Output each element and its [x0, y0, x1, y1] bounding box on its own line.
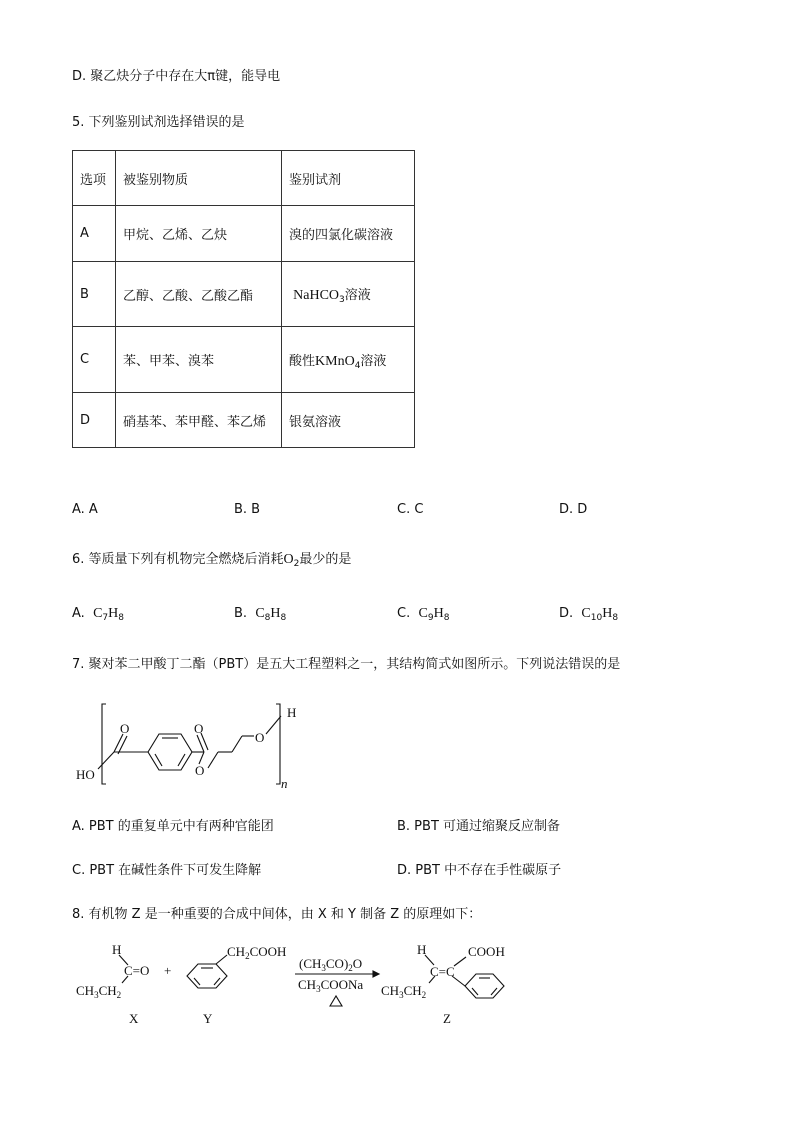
- formula-c: C: [581, 606, 591, 621]
- table-header-cell: 被鉴别物质: [116, 151, 282, 206]
- y-group-label: [227, 944, 286, 961]
- reagent-top-c: O: [352, 956, 363, 971]
- z-ch2-sub: 2: [421, 990, 427, 1000]
- table-row: [73, 262, 415, 327]
- row-substances: 苯、甲苯、溴苯: [116, 327, 282, 393]
- q7-option-a: A. PBT 的重复单元中有两种官能团: [72, 819, 274, 834]
- reagent-top-sub2: 2: [348, 963, 353, 973]
- q5-option-a: A. A: [72, 502, 98, 517]
- z-ch-sub: 3: [399, 990, 404, 1000]
- pbt-h-label: H: [287, 705, 297, 720]
- z-ch: CH: [381, 983, 400, 998]
- y-ch-sub: 2: [245, 951, 250, 961]
- reagent-formula: KMnO: [315, 353, 355, 369]
- q6-option-d: [559, 607, 618, 621]
- row-label: B: [73, 262, 116, 327]
- option-label: D.: [559, 606, 574, 621]
- formula-h: H: [108, 606, 119, 621]
- q7-option-c: C. PBT 在碱性条件下可发生降解: [72, 863, 262, 878]
- x-ch: CH: [76, 983, 95, 998]
- reagent-bottom-a: CH: [298, 977, 317, 992]
- option-label: A.: [72, 606, 85, 621]
- q6-stem-post: 最少的是: [299, 552, 352, 567]
- q5-table: [72, 150, 415, 448]
- formula-h: H: [433, 606, 444, 621]
- reagent-top-label: [299, 956, 362, 973]
- q4-option-d: D. 聚乙炔分子中存在大π键，能导电: [72, 69, 281, 84]
- z-cc-label: C=C: [430, 964, 455, 979]
- reagent-suffix: 溶液: [360, 353, 387, 369]
- z-ethyl-label: [381, 983, 426, 1000]
- table-header-row: [73, 151, 415, 206]
- row-label: D: [73, 393, 116, 448]
- table-header-cell: 鉴别试剂: [282, 151, 415, 206]
- row-label: A: [73, 206, 116, 262]
- formula-h: H: [270, 606, 281, 621]
- formula-h-sub: 8: [443, 613, 450, 623]
- option-label: C.: [397, 606, 411, 621]
- formula-c-sub: 9: [427, 613, 434, 623]
- q6-stem-formula: O: [283, 552, 294, 567]
- q5-option-b: B. B: [234, 502, 261, 517]
- z-cooh-label: COOH: [468, 944, 505, 959]
- q7-stem: 7. 聚对苯二甲酸丁二酯（PBT）是五大工程塑料之一，其结构简式如图所示。下列说法错误的是: [72, 657, 621, 672]
- reagent-bottom-b: COONa: [320, 977, 364, 992]
- q6-option-c: [397, 607, 449, 621]
- x-compound-label: X: [129, 1011, 139, 1026]
- x-plus-sign: +: [164, 963, 172, 978]
- formula-h-sub: 8: [612, 613, 619, 623]
- row-reagent: 溴的四氯化碳溶液: [282, 206, 415, 262]
- row-reagent: 银氨溶液: [282, 393, 415, 448]
- formula-c-sub: 7: [102, 613, 109, 623]
- pbt-structure: [70, 698, 310, 790]
- row-reagent: [282, 327, 415, 393]
- q6-stem-sub: 2: [293, 559, 300, 569]
- row-substances: 甲烷、乙烯、乙炔: [116, 206, 282, 262]
- q7-option-b: B. PBT 可通过缩聚反应制备: [397, 819, 561, 834]
- z-ch2: CH: [403, 983, 422, 998]
- q6-option-b: [234, 607, 286, 621]
- reagent-formula: NaHCO: [293, 288, 340, 303]
- reagent-top-sub: 3: [321, 963, 326, 973]
- reagent-bottom-label: [298, 977, 363, 994]
- formula-c-sub: 8: [264, 613, 271, 623]
- x-ch2-sub: 2: [116, 990, 122, 1000]
- q5-option-d: D. D: [559, 502, 588, 517]
- x-h-label: H: [112, 942, 122, 957]
- reagent-bottom-sub: 3: [316, 984, 321, 994]
- formula-c-sub: 10: [590, 613, 603, 623]
- q6-stem-pre: 6. 等质量下列有机物完全燃烧后消耗: [72, 552, 284, 567]
- y-ch: CH: [227, 944, 246, 959]
- formula-c: C: [255, 606, 265, 621]
- reagent-prefix: 酸性: [289, 353, 316, 369]
- pbt-o2-label: O: [194, 721, 204, 736]
- x-co-label: C=O: [124, 963, 150, 978]
- reagent-top-a: (CH: [299, 956, 322, 971]
- table-row: [73, 206, 415, 262]
- formula-c: C: [93, 606, 103, 621]
- formula-c: C: [418, 606, 428, 621]
- row-label: C: [73, 327, 116, 393]
- z-compound-label: Z: [443, 1011, 451, 1026]
- reagent-top-b: CO): [325, 956, 349, 971]
- table-row: [73, 327, 415, 393]
- q5-option-c: C. C: [397, 502, 424, 517]
- row-reagent: [282, 262, 415, 327]
- pbt-n-label: n: [281, 776, 288, 790]
- formula-h: H: [602, 606, 613, 621]
- reagent-suffix: 溶液: [344, 288, 371, 303]
- option-label: B.: [234, 606, 248, 621]
- q7-option-d: D. PBT 中不存在手性碳原子: [397, 863, 562, 878]
- pbt-o4-label: O: [255, 730, 265, 745]
- pbt-ho-label: HO: [76, 767, 95, 782]
- x-ch2: CH: [98, 983, 117, 998]
- q5-stem: 5. 下列鉴别试剂选择错误的是: [72, 115, 245, 130]
- q8-reaction-scheme: [70, 938, 530, 1030]
- table-header-cell: 选项: [73, 151, 116, 206]
- z-h-label: H: [417, 942, 427, 957]
- q8-stem: 8. 有机物 Z 是一种重要的合成中间体，由 X 和 Y 制备 Z 的原理如下：: [72, 907, 482, 922]
- x-ch-sub: 3: [94, 990, 99, 1000]
- pbt-o3-label: O: [195, 763, 205, 778]
- formula-h-sub: 8: [118, 613, 124, 623]
- row-substances: 乙醇、乙酸、乙酸乙酯: [116, 262, 282, 327]
- pbt-o1-label: O: [120, 721, 130, 736]
- q6-stem: [72, 553, 351, 567]
- formula-h-sub: 8: [280, 613, 287, 623]
- reagent-sub: 4: [354, 360, 361, 371]
- y-cooh: COOH: [249, 944, 287, 959]
- row-substances: 硝基苯、苯甲醛、苯乙烯: [116, 393, 282, 448]
- q6-option-a: [72, 607, 124, 621]
- x-ethyl-label: [76, 983, 121, 1000]
- table-row: [73, 393, 415, 448]
- reagent-sub: 3: [339, 295, 345, 305]
- y-compound-label: Y: [203, 1011, 213, 1026]
